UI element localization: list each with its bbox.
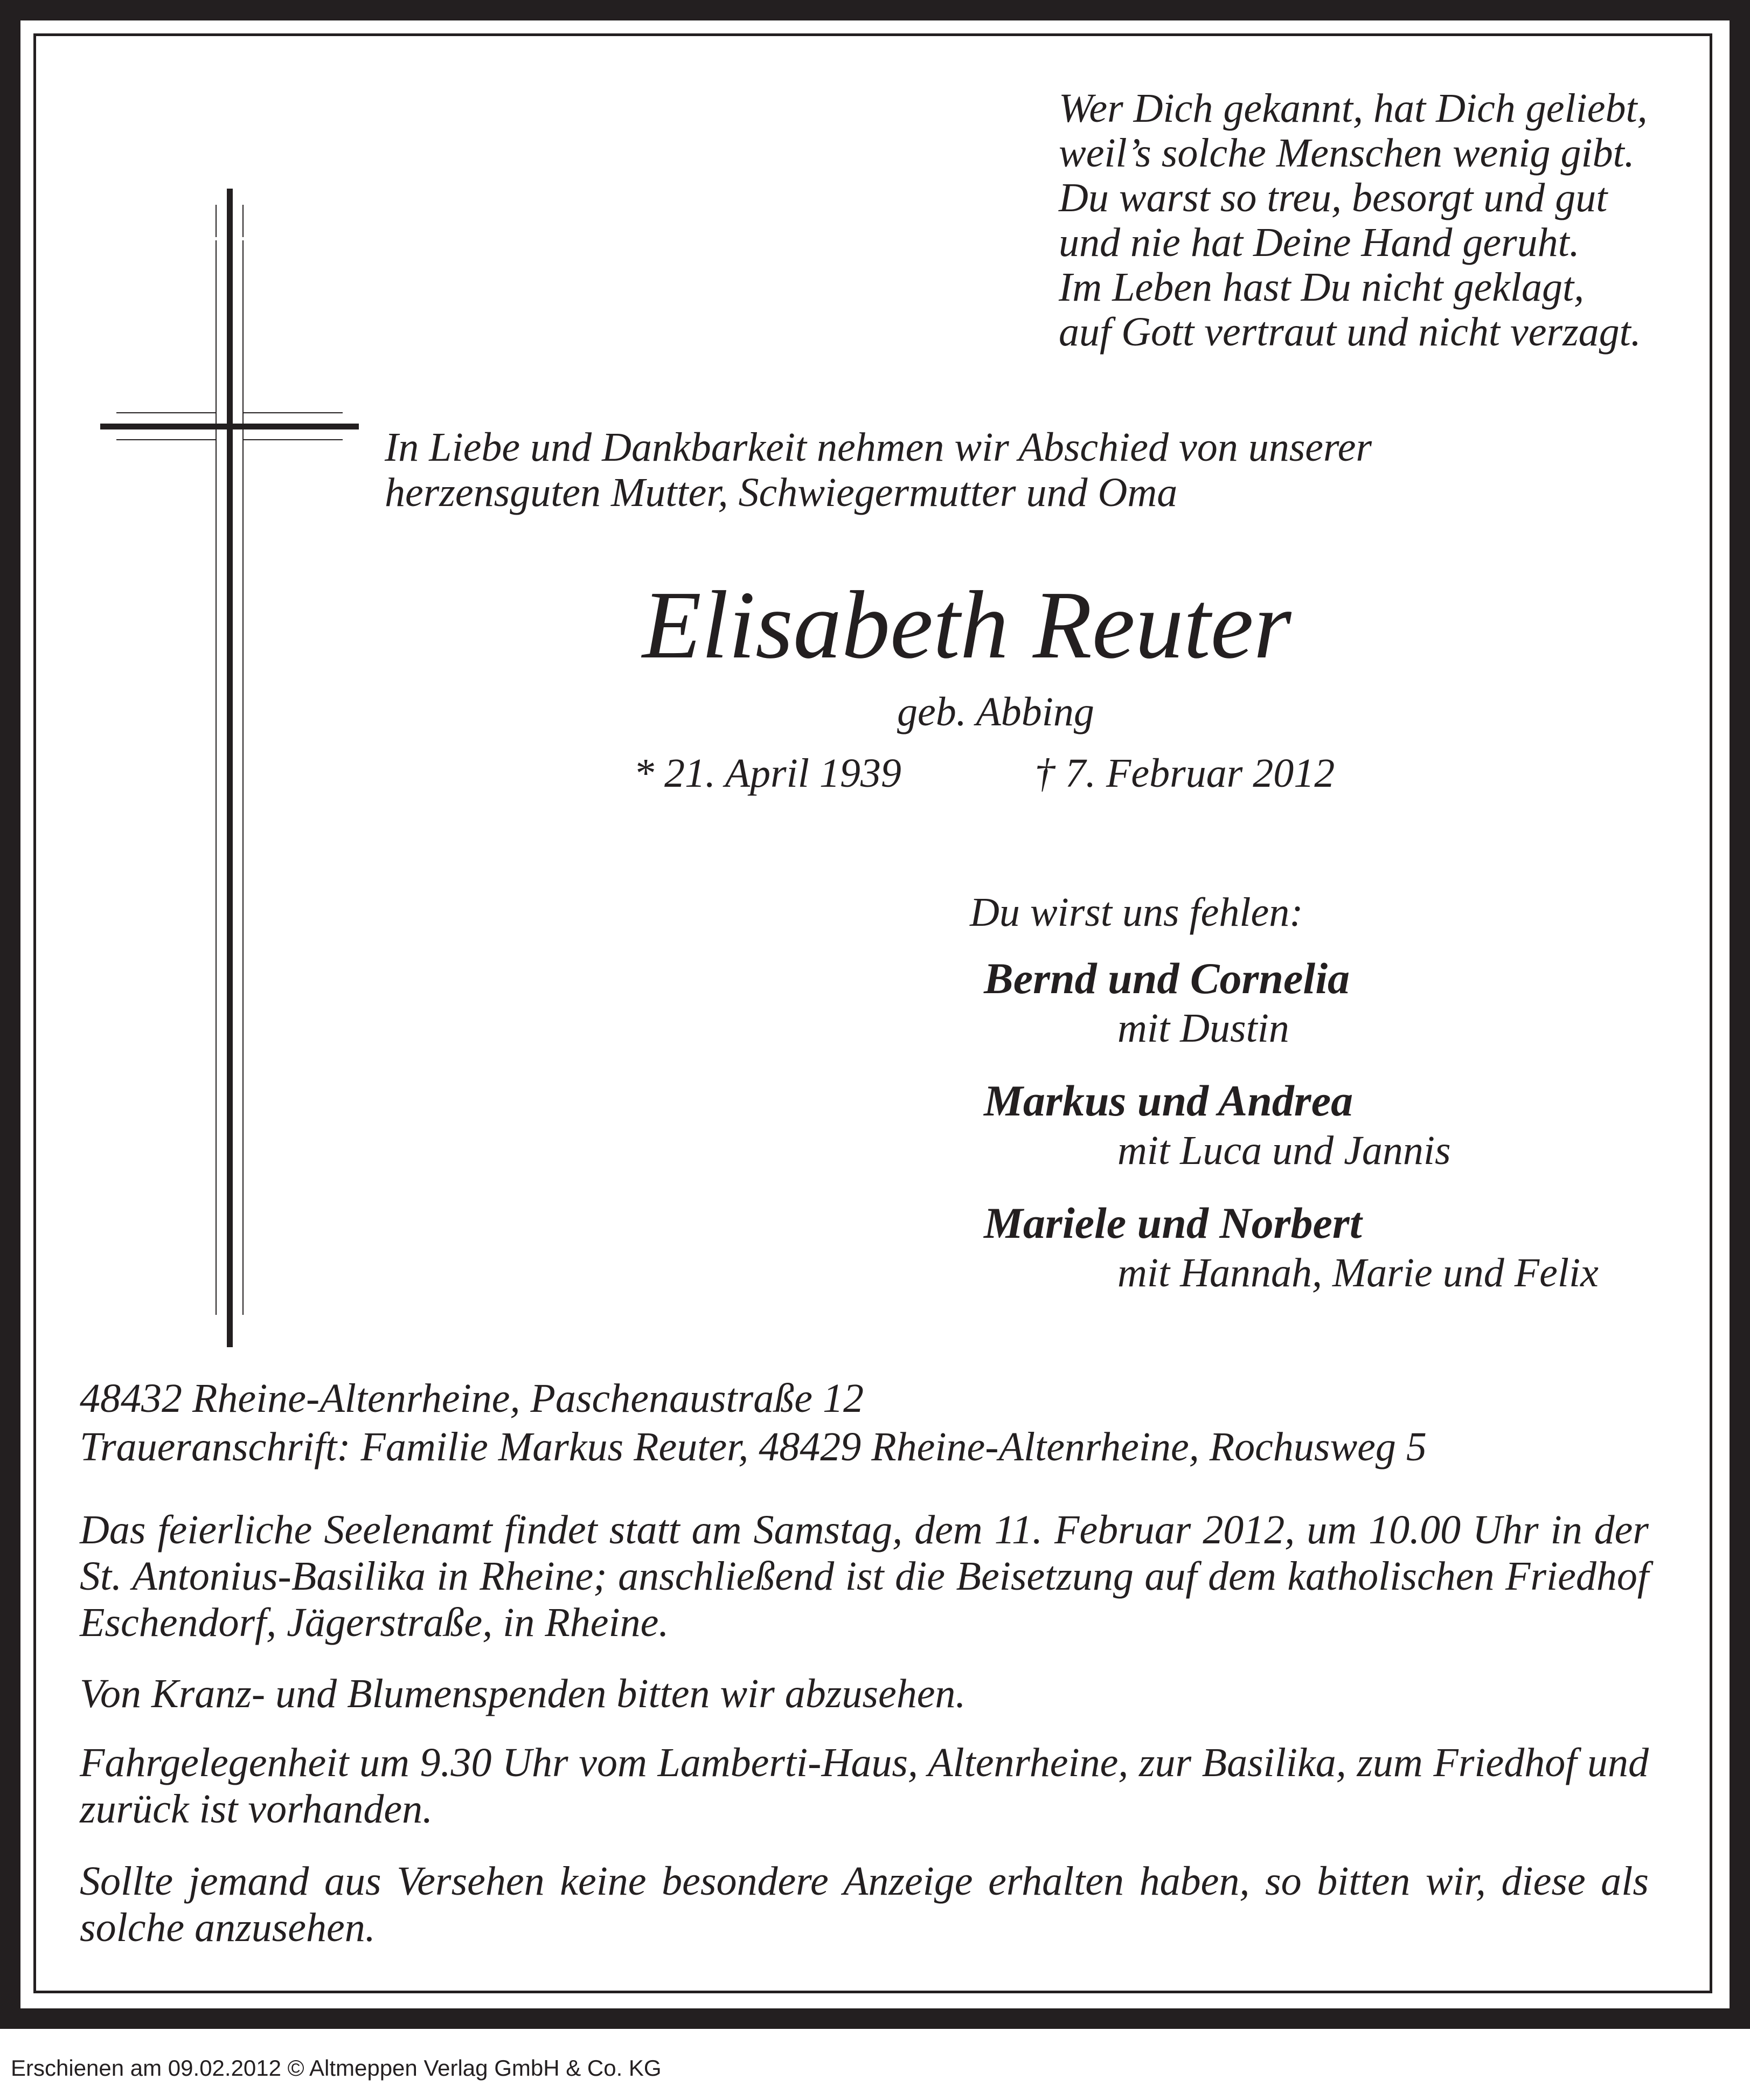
poem-line: weil’s solche Menschen wenig gibt. (1059, 130, 1635, 176)
no-announcement-notice: Sollte jemand aus Versehen keine besondere Anzeige erhalten haben, so bitten wir, diese als solche anzusehen. (80, 1859, 1649, 1950)
poem-line: auf Gott vertraut und nicht verzagt. (1059, 309, 1641, 355)
poem-line: Wer Dich gekannt, hat Dich geliebt, (1059, 86, 1648, 131)
family-entry (984, 1197, 1599, 1297)
family-entry (984, 953, 1350, 1052)
intro-text (385, 425, 1372, 515)
intro-line: herzensguten Mutter, Schwiegermutter und Oma (385, 470, 1178, 515)
poem-line: Du warst so treu, besorgt und gut (1059, 175, 1608, 220)
funeral-service-notice: Das feierliche Seelenamt findet statt am Samstag, dem 11. Februar 2012, um 10.00 Uhr in der St. Antonius-Basilika in Rheine; anschließend ist die Beisetzung auf dem katholischen Friedhof Eschendorf, Jägerstraße, in Rheine. (80, 1507, 1649, 1645)
family-entry (984, 1075, 1451, 1174)
poem-line: und nie hat Deine Hand geruht. (1059, 220, 1580, 265)
family-name: Bernd und Cornelia (984, 954, 1350, 1003)
family-children: mit Dustin (1117, 1006, 1289, 1051)
family-children: mit Luca und Jannis (1117, 1128, 1451, 1173)
flowers-notice: Von Kranz- und Blumenspenden bitten wir abzusehen. (80, 1671, 966, 1716)
poem (1059, 86, 1648, 355)
maiden-name: geb. Abbing (897, 689, 1094, 734)
family-name: Markus und Andrea (984, 1076, 1353, 1125)
family-children: mit Hannah, Marie und Felix (1117, 1250, 1599, 1295)
home-address: 48432 Rheine-Altenrheine, Paschenaustraße 12 (80, 1376, 864, 1421)
transport-notice: Fahrgelegenheit um 9.30 Uhr vom Lamberti-Haus, Altenrheine, zur Basilika, zum Friedhof und zurück ist vorhanden. (80, 1740, 1649, 1832)
poem-line: Im Leben hast Du nicht geklagt, (1059, 265, 1585, 310)
address-block (80, 1374, 1427, 1471)
mourning-address: Traueranschrift: Familie Markus Reuter, 48429 Rheine-Altenrheine, Rochusweg 5 (80, 1424, 1427, 1470)
mourners-heading: Du wirst uns fehlen: (970, 890, 1303, 935)
death-date: † 7. Februar 2012 (1034, 751, 1335, 796)
publication-footer: Erschienen am 09.02.2012 © Altmeppen Verlag GmbH & Co. KG (11, 2055, 662, 2081)
family-name: Mariele und Norbert (984, 1198, 1362, 1247)
deceased-name: Elisabeth Reuter (642, 571, 1291, 678)
birth-date: * 21. April 1939 (634, 751, 901, 796)
intro-line: In Liebe und Dankbarkeit nehmen wir Abschied von unserer (385, 425, 1372, 470)
